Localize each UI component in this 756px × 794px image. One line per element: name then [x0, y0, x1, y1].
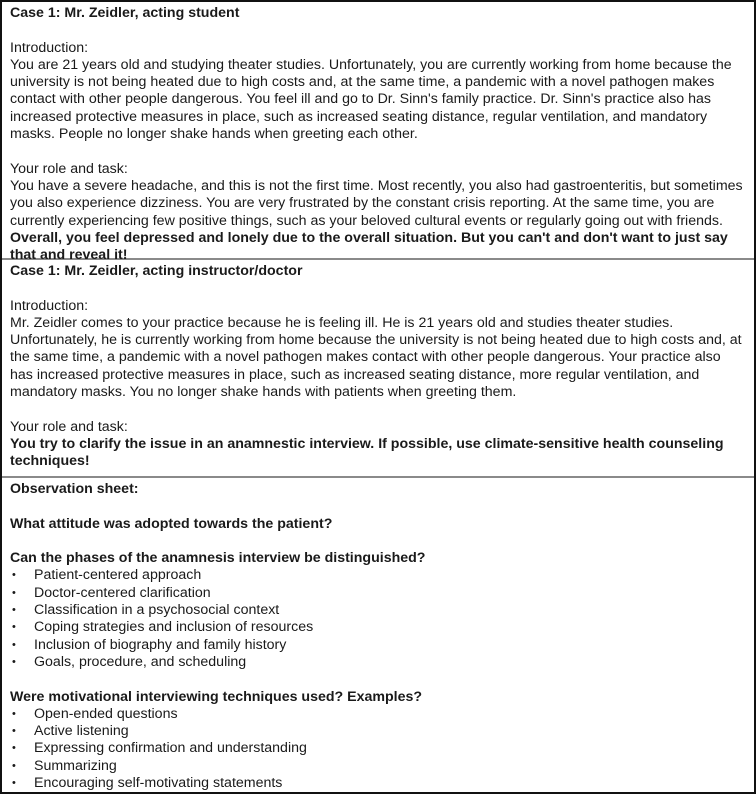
list-item [10, 706, 746, 723]
list-item [10, 585, 746, 602]
techniques-list [10, 706, 746, 792]
question-attitude: What attitude was adopted towards the patient? [10, 515, 333, 532]
bullet-icon: • [12, 759, 16, 772]
bullet-icon: • [12, 569, 16, 582]
list-item [10, 654, 746, 671]
case-student-role-text: You have a severe headache, and this is not the first time. Most recently, you also had gastroenteritis, but sometimes you also experience dizziness. You are very frustrated by the constant crisis reporting. At the same time, you are currently experiencing few positive things, such as your beloved cultural events or regularly going out with friends. [10, 177, 743, 229]
list-item-text: Encouraging self-motivating statements [34, 775, 283, 792]
case-doctor-role-label: Your role and task: [10, 418, 128, 435]
bullet-icon: • [12, 777, 16, 790]
case-student-role-emphasis: Overall, you feel depressed and lonely due to the overall situation. But you can't and don't want to just say that and reveal it! [10, 229, 728, 264]
question-techniques: Were motivational interviewing techniques used? Examples? [10, 688, 423, 705]
case-doctor-title: Case 1: Mr. Zeidler, acting instructor/doctor [10, 263, 303, 279]
bullet-icon: • [12, 638, 16, 651]
list-item-text: Classification in a psychosocial context [34, 602, 280, 619]
list-item-text: Open-ended questions [34, 705, 178, 722]
list-item-text: Coping strategies and inclusion of resources [34, 619, 314, 636]
list-item [10, 740, 746, 757]
case-doctor-intro-label: Introduction: [10, 297, 89, 314]
bullet-icon: • [12, 586, 16, 599]
list-item-text: Patient-centered approach [34, 567, 202, 584]
list-item [10, 637, 746, 654]
case-doctor-role-emphasis: You try to clarify the issue in an anamnestic interview. If possible, use climate-sensitive health counseling techniques! [10, 435, 724, 470]
list-item-text: Summarizing [34, 757, 117, 774]
case-student-role-label: Your role and task: [10, 160, 128, 177]
case-student-intro-label: Introduction: [10, 39, 89, 56]
list-item-text: Doctor-centered clarification [34, 584, 211, 601]
list-item [10, 567, 746, 584]
list-item [10, 723, 746, 740]
bullet-icon: • [12, 604, 16, 617]
bullet-icon: • [12, 742, 16, 755]
case-doctor-section [2, 258, 754, 476]
case-student-role-paragraph [10, 178, 746, 264]
phases-list [10, 567, 746, 671]
list-item [10, 775, 746, 792]
observation-sheet-title: Observation sheet: [10, 481, 139, 497]
list-item-text: Inclusion of biography and family history [34, 636, 287, 653]
observation-sheet-section [2, 476, 754, 792]
list-item [10, 758, 746, 775]
case-student-title: Case 1: Mr. Zeidler, acting student [10, 5, 240, 21]
list-item-text: Expressing confirmation and understanding [34, 740, 307, 757]
bullet-icon: • [12, 707, 16, 720]
bullet-icon: • [12, 655, 16, 668]
list-item [10, 619, 746, 636]
bullet-icon: • [12, 621, 16, 634]
question-phases: Can the phases of the anamnesis interview be distinguished? [10, 550, 426, 567]
list-item-text: Active listening [34, 723, 129, 740]
case-doctor-intro-text: Mr. Zeidler comes to your practice because he is feeling ill. He is 21 years old and studies theater studies. Unfortunately, he is currently working from home because the university is not being heated due to high costs and, at the same time, a pandemic with a novel pathogen makes contact with other people dangerous. Your practice also has increased protective measures in place, such as increased seating distance, more regular ventilation, and mandatory masks. You no longer shake hands with patients when greeting them. [10, 314, 742, 401]
list-item [10, 602, 746, 619]
case-student-section [2, 2, 754, 264]
bullet-icon: • [12, 725, 16, 738]
list-item-text: Goals, procedure, and scheduling [34, 653, 247, 670]
case-student-intro-text: You are 21 years old and studying theater studies. Unfortunately, you are currently working from home because the university is not being heated due to high costs and, at the same time, a pandemic with a novel pathogen makes contact with other people dangerous. You feel ill and go to Dr. Sinn's family practice. Dr. Sinn's practice also has increased protective measures in place, such as increased seating distance, regular ventilation, and mandatory masks. People no longer shake hands when greeting each other. [10, 56, 732, 143]
